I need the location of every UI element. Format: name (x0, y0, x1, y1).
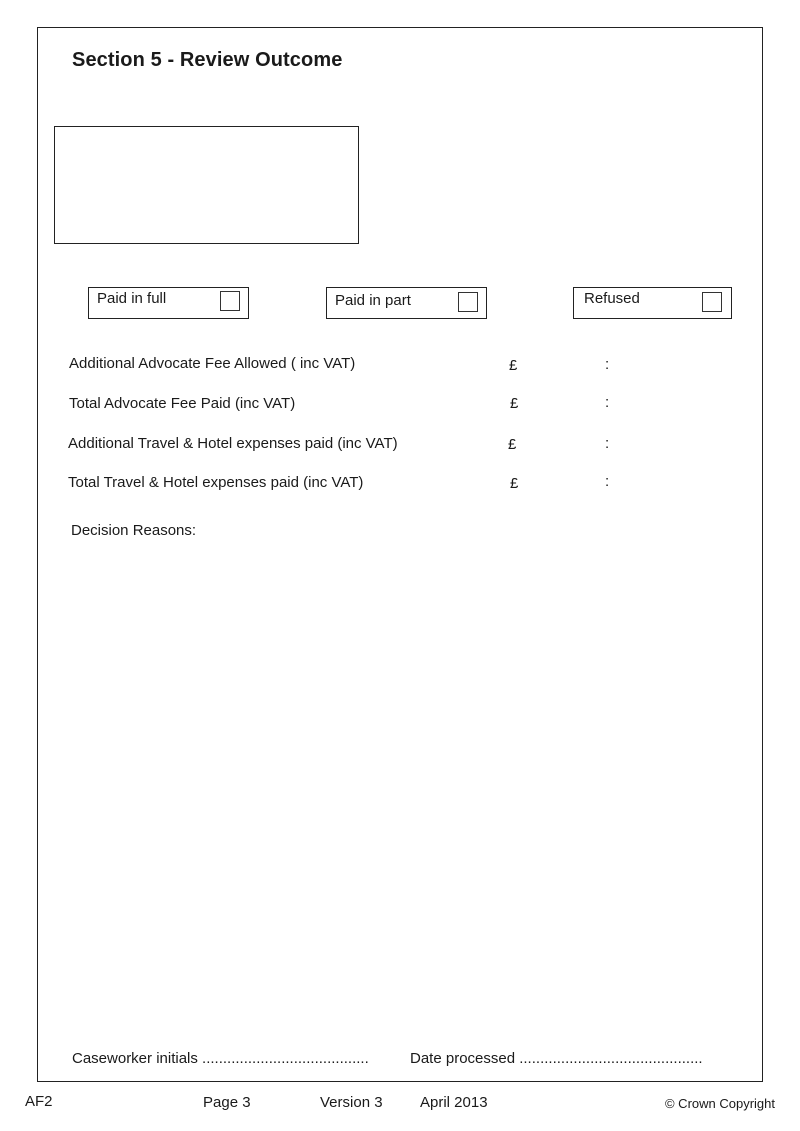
option-paid-in-full[interactable] (88, 287, 249, 319)
footer-date: April 2013 (420, 1094, 488, 1111)
footer-page-number: Page 3 (203, 1094, 251, 1111)
caseworker-initials-field[interactable]: Caseworker initials ........................................ (72, 1050, 369, 1067)
date-processed-field[interactable]: Date processed ............................................ (410, 1050, 703, 1067)
row-label-additional-travel-hotel: Additional Travel & Hotel expenses paid (inc VAT) (68, 435, 398, 452)
row-currency-additional-advocate-fee: £ (509, 357, 518, 374)
row-label-total-travel-hotel: Total Travel & Hotel expenses paid (inc VAT) (68, 474, 364, 491)
option-refused-label: Refused (584, 290, 640, 307)
option-paid-in-part[interactable] (326, 287, 487, 319)
option-paid-in-part-label: Paid in part (335, 292, 411, 309)
row-amount-additional-advocate-fee[interactable]: : (605, 356, 610, 373)
row-currency-additional-travel-hotel: £ (508, 436, 517, 453)
row-currency-total-travel-hotel: £ (510, 475, 519, 492)
row-label-total-advocate-fee: Total Advocate Fee Paid (inc VAT) (69, 395, 296, 412)
row-amount-total-travel-hotel[interactable]: : (605, 473, 610, 490)
refused-checkbox[interactable] (702, 292, 722, 312)
row-amount-additional-travel-hotel[interactable]: : (605, 435, 610, 452)
row-currency-total-advocate-fee: £ (510, 395, 519, 412)
option-refused[interactable] (573, 287, 732, 319)
row-amount-total-advocate-fee[interactable]: : (605, 394, 610, 411)
decision-reasons-label: Decision Reasons: (71, 522, 197, 539)
footer-form-code: AF2 (25, 1093, 53, 1110)
row-label-additional-advocate-fee: Additional Advocate Fee Allowed ( inc VAT) (69, 355, 356, 372)
footer-version: Version 3 (320, 1094, 383, 1111)
section-title: Section 5 - Review Outcome (72, 49, 343, 71)
paid-in-part-checkbox[interactable] (458, 292, 478, 312)
paid-in-full-checkbox[interactable] (220, 291, 240, 311)
option-paid-in-full-label: Paid in full (97, 290, 167, 307)
office-stamp-box (54, 126, 359, 244)
footer-copyright: © Crown Copyright (664, 1096, 775, 1111)
